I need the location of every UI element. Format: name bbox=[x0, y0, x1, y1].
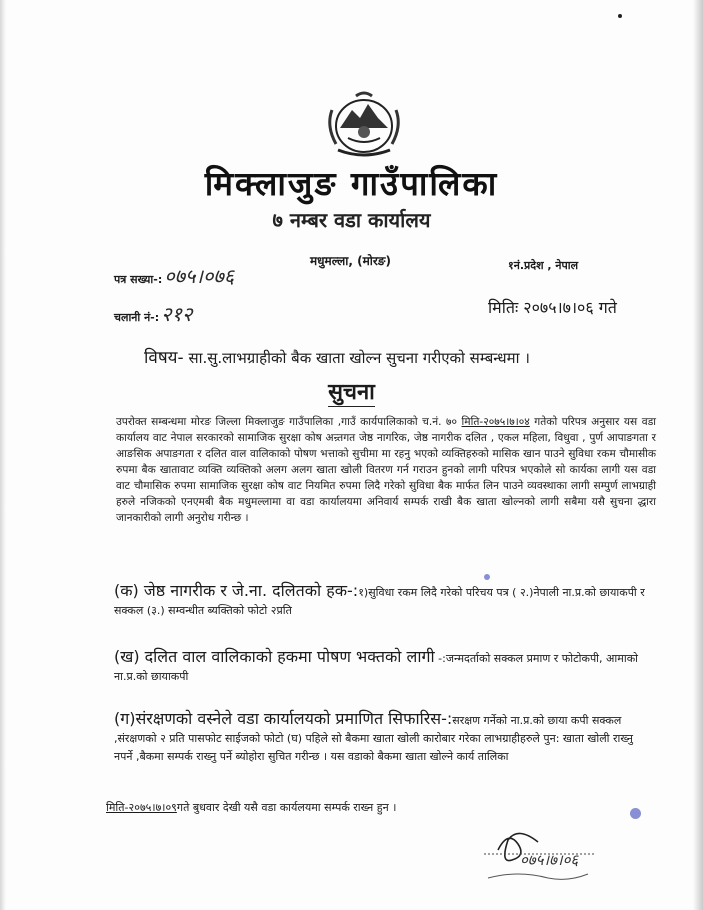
subject-line bbox=[144, 345, 530, 368]
section-head: (क) जेष्ठ नागरीक र जे.ना. दलितको हक-: bbox=[114, 581, 359, 600]
section-text: -:जन्मदर्ताको सक्कल प्रमाण र फोटोकपी, आमाको ना.प्र.को छायाकपी bbox=[114, 652, 638, 683]
ward-office-name: ७ नम्बर वडा कार्यालय bbox=[272, 208, 431, 232]
section-guardian-recommendation bbox=[114, 708, 654, 766]
body-part-1: उपरोक्त सम्बन्धमा मोरङ जिल्ला मिक्लाजुङ गाउँपालिका ,गाउँ कार्यपालिकाको च.नं. ७० bbox=[116, 416, 462, 428]
dispatch-number-label: चलानी नं-: bbox=[114, 311, 160, 324]
subject-label: विषय- bbox=[144, 348, 184, 368]
scan-dot bbox=[618, 14, 622, 18]
notice-title bbox=[0, 376, 703, 406]
footer-text: गते बुधवार देखी यसै वडा कार्यलयमा सम्पर्क राख्न हुन । bbox=[176, 801, 397, 814]
section-head: (ग)संरक्षणको वस्नेले वडा कार्यालयको प्रमाणित सिफारिस-: bbox=[114, 709, 453, 728]
footer-date: मिति-२०७५।७।०९ bbox=[106, 801, 177, 814]
footer-line bbox=[106, 800, 396, 815]
letter-number-value: ०७५।०७६ bbox=[164, 264, 235, 288]
office-address: मधुमल्ला, (मोरङ) bbox=[310, 254, 391, 268]
section-head: (ख) दलित वाल वालिकाको हकमा पोषण भक्तको लागी bbox=[114, 647, 435, 666]
subject-text: सा.सु.लाभग्राहीको बैक खाता खोल्न सुचना गरीएको सम्बन्धमा । bbox=[188, 349, 530, 367]
signature-date: ०७५।७।०६ bbox=[520, 851, 579, 869]
province-label: १नं.प्रदेश , नेपाल bbox=[508, 259, 579, 272]
section-child-nutrition bbox=[114, 646, 654, 686]
scan-edge-right bbox=[693, 0, 703, 910]
dispatch-number-value: २१२ bbox=[161, 302, 193, 326]
body-circular-date: मिति-२०७५।७।०४ bbox=[461, 416, 530, 428]
scan-edge-left bbox=[0, 0, 6, 910]
government-emblem-icon bbox=[318, 88, 410, 160]
section-text: सरक्षण गर्नेको ना.प्र.को छाया कपी सक्कल ,संरक्षणको २ प्रति पासफोट साईजको फोटो (घ) पहिले सो बैकमा खाता खोली कारोबार गरेका लाभग्राहीहरुले पुन: खाता खोली राख्नु नपर्ने ,बैकमा सम्पर्क राख्नु पर्ने ब्योहोरा सुचित गरीन्छ । यस वडाको बैकमा खाता खोल्ने कार्य तालिका bbox=[114, 714, 633, 763]
ink-smudge bbox=[484, 574, 490, 580]
body-part-2: गतेको परिपत्र अनुसार यस वडा कार्यालय वाट नेपाल सरकारको सामाजिक सुरक्षा कोष अन्र्तगत जेष्ठ नागरिक, जेष्ठ नागरीक दलित , एकल महिला, विधुवा , पुर्ण आपाङगता र आङसिक अपाङगता र दलित वाल वालिकाको पोषण भत्ताको सुचीमा मा रहनु भएको व्यक्तिहरुको मासिक खान पाउने सुविधा रकम चौमासीक रुपमा बैक खातावाट व्यक्ति व्यक्तिको अलग अलग खाता खोली वितरण गर्न गराउन हुनको लागी परिपत्र भएकोले सो कार्यका लागी यस वडा वाट चौमासिक रुपमा सामाजिक सुरक्षा कोष वाट नियमित रुपमा लिदै गरेको सुविधा बैक मार्फत लिन पाउने व्यवस्थाका लागी सम्पुर्ण लाभग्राही हरुले नजिकको एनएमबी बैक मधुमल्लामा वा वडा कार्यालयमा अनिवार्य सम्पर्क राखी बैक खाता खोल्नको लागी सबैमा यसै सुचना द्धारा जानकारीको लागी अनुरोध गरीन्छ । bbox=[116, 416, 656, 524]
letter-number-label: पत्र सख्या-: bbox=[114, 273, 163, 286]
notice-title-text: सुचना bbox=[328, 380, 375, 405]
dispatch-number-line bbox=[114, 300, 192, 327]
ink-smudge bbox=[630, 808, 641, 819]
municipality-name: मिक्लाजुङ गाउँपालिका bbox=[204, 164, 499, 203]
section-text: १)सुविधा रकम लिदै गरेको परिचय पत्र ( २.)नेपाली ना.प्र.को छायाकपी र सक्कल (३.) सम्वन्धीत ब्यक्तिको फोटो २प्रति bbox=[114, 586, 645, 617]
section-senior-citizen bbox=[114, 580, 654, 620]
letter-date: मितिः २०७५।७।०६ गते bbox=[488, 298, 617, 317]
notice-body bbox=[116, 414, 656, 526]
letter-number-line bbox=[114, 262, 234, 289]
